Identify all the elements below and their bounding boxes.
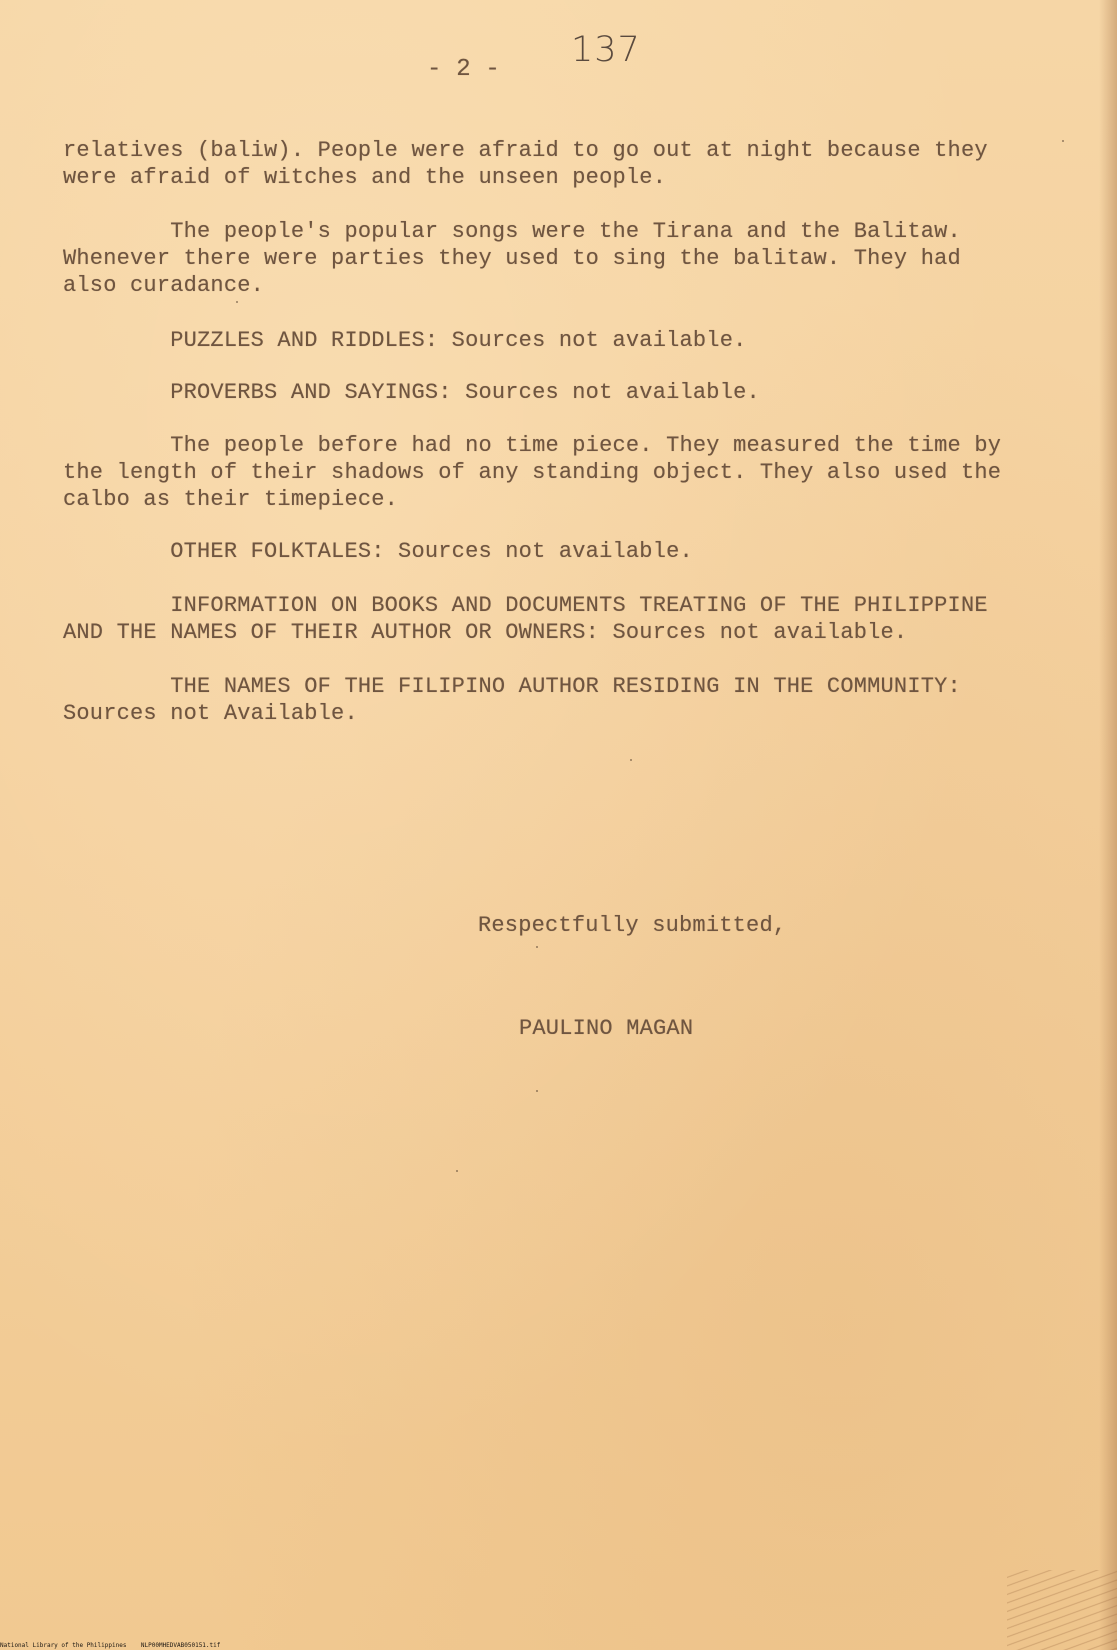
body-line-11: OTHER FOLKTALES: Sources not available. xyxy=(63,539,693,564)
paper-speck xyxy=(536,1090,538,1092)
closing-salutation: Respectfully submitted, xyxy=(478,913,787,938)
body-line-9: the length of their shadows of any standing object. They also used the xyxy=(63,460,1002,485)
body-line-4: Whenever there were parties they used to sing the balitaw. They had xyxy=(63,246,961,271)
body-line-6: PUZZLES AND RIDDLES: Sources not available. xyxy=(63,328,747,353)
paper-speck xyxy=(1062,140,1064,142)
footer-library: National Library of the Philippines xyxy=(0,1642,127,1649)
page-curl xyxy=(1007,1570,1117,1650)
body-line-3: The people's popular songs were the Tirana and the Balitaw. xyxy=(63,219,961,244)
paper-speck xyxy=(456,1170,458,1172)
paper-speck xyxy=(630,759,632,761)
body-line-13: AND THE NAMES OF THEIR AUTHOR OR OWNERS: Sources not available. xyxy=(63,620,908,645)
footer-filename: NLP00MHEDVAB050151.tif xyxy=(140,1642,221,1649)
paper-speck xyxy=(536,946,538,948)
body-line-8: The people before had no time piece. They measured the time by xyxy=(63,433,1002,458)
body-line-15: Sources not Available. xyxy=(63,701,358,726)
page-edge-shadow xyxy=(1099,0,1117,1650)
page-dash-number: - 2 - xyxy=(427,56,501,83)
body-line-10: calbo as their timepiece. xyxy=(63,487,399,512)
paper-speck xyxy=(236,301,238,303)
body-line-7: PROVERBS AND SAYINGS: Sources not available. xyxy=(63,380,760,405)
body-line-5: also curadance. xyxy=(63,273,265,298)
scan-footer xyxy=(0,1642,220,1650)
signatory-name: PAULINO MAGAN xyxy=(519,1016,694,1041)
body-line-1: relatives (baliw). People were afraid to go out at night because they xyxy=(63,138,988,163)
body-line-2: were afraid of witches and the unseen people. xyxy=(63,165,667,190)
stamped-page-number: 137 xyxy=(571,30,641,70)
body-line-12: INFORMATION ON BOOKS AND DOCUMENTS TREATING OF THE PHILIPPINE xyxy=(63,593,988,618)
body-line-14: THE NAMES OF THE FILIPINO AUTHOR RESIDING IN THE COMMUNITY: xyxy=(63,674,961,699)
